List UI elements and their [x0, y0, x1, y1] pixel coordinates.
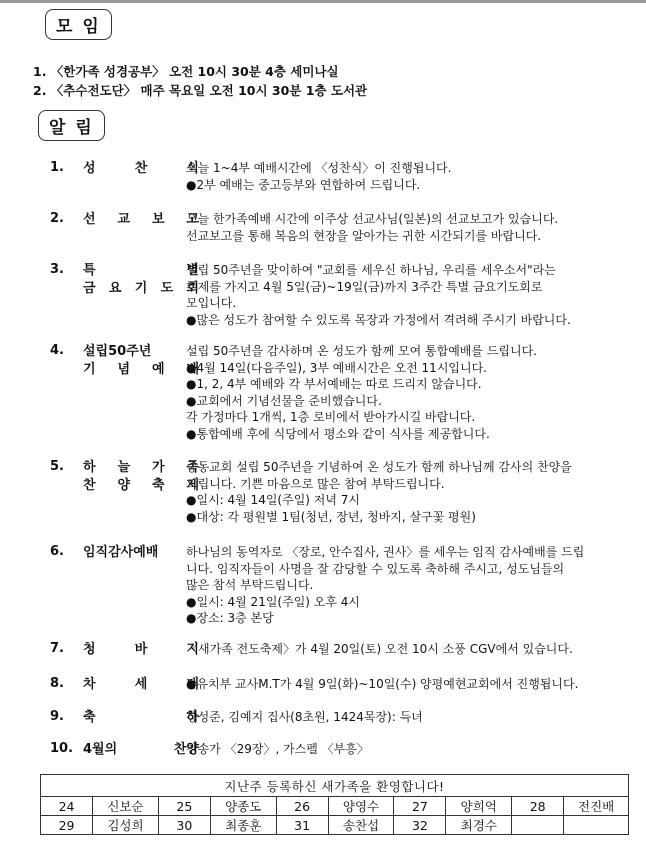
notice-number: 5.: [50, 459, 64, 474]
meeting-item: 2. 〈추수전도단〉 매주 목요일 오전 10시 30분 1층 도서관: [33, 83, 368, 98]
member-number: 27: [394, 797, 446, 816]
notice-number: 9.: [50, 709, 64, 724]
notice-label: [83, 709, 199, 727]
notice-line: 하나님의 동역자로 〈장로, 안수집사, 권사〉를 세우는 임직 감사예배를 드립: [186, 545, 585, 559]
notice-line: 각 가정마다 1개씩, 1층 로비에서 받아가시길 바랍니다.: [186, 410, 476, 424]
member-name: [564, 816, 629, 835]
meeting-item: 1. 〈한가족 성경공부〉 오전 10시 30분 4층 세미나실: [33, 64, 339, 79]
notices-heading: 알 림: [38, 110, 105, 141]
notice-label-line: 축 하: [83, 710, 199, 725]
notice-number: 8.: [50, 676, 64, 691]
notice-line: ●유치부 교사M.T가 4월 9일(화)~10일(수) 양평예현교회에서 진행됩니다.: [186, 677, 579, 691]
notice-label: [83, 676, 199, 694]
notice-line: ●2부 예배는 중고등부와 연합하여 드립니다.: [186, 177, 421, 192]
notice-line: ●4월 14일(다음주일), 3부 예배시간은 오전 11시입니다.: [186, 360, 488, 375]
notice-line: ●일시: 4월 14일(주일) 저녁 7시: [186, 493, 361, 507]
member-name: 전진배: [564, 797, 629, 816]
notice-body: [186, 160, 638, 193]
notice-line: 선교보고를 통해 복음의 현장을 알아가는 귀한 시간되기를 바랍니다.: [186, 228, 542, 243]
notice-number: 10.: [50, 741, 74, 756]
notice-body: [186, 676, 638, 693]
notice-line: ●교회에서 기념선물을 준비했습니다.: [186, 393, 382, 408]
notice-label-line: 기 념 예 배: [83, 362, 199, 377]
notice-line: 설립 50주년을 감사하며 온 성도가 함께 모여 통합예배를 드립니다.: [186, 344, 537, 358]
member-name: 양종도: [210, 797, 276, 816]
member-name: 최경수: [446, 816, 512, 835]
notice-line: 〈새가족 전도축제〉가 4월 20일(토) 오전 10시 소풍 CGV에서 있습니다.: [186, 642, 573, 656]
notice-label-line: 임직감사예배: [83, 545, 159, 560]
notice-number: 7.: [50, 641, 64, 656]
notice-body: [186, 641, 638, 658]
notice-label: [83, 544, 199, 562]
notice-label: [83, 160, 199, 178]
notice-line: 오늘 한가족예배 시간에 이주상 선교사님(일본)의 선교보고가 있습니다.: [186, 212, 559, 226]
notice-line: 많은 참석 부탁드립니다.: [186, 578, 314, 592]
notice-line: 중동교회 설립 50주년을 기념하여 온 성도가 함께 하나님께 감사의 찬양을: [186, 460, 572, 474]
table-row: [41, 797, 629, 816]
notice-line: 드립니다. 기쁜 마음으로 많은 참여 부탁드립니다.: [186, 476, 445, 491]
notice-line: 모입니다.: [186, 296, 237, 310]
top-rule: [0, 0, 646, 3]
notice-line: 니다. 임직자들이 사명을 잘 감당할 수 있도록 축하해 주시고, 성도님들의: [186, 561, 565, 576]
notice-body: [186, 343, 638, 442]
member-number: [512, 816, 564, 835]
member-number: 24: [41, 797, 93, 816]
notice-line: ●1, 2, 4부 예배와 각 부서예배는 따로 드리지 않습니다.: [186, 377, 482, 391]
notice-line: ●장소: 3층 본당: [186, 611, 274, 625]
notice-label: [83, 741, 199, 759]
notice-line: 오늘 1~4부 예배시간에 〈성찬식〉이 진행됩니다.: [186, 161, 452, 175]
notice-label-line: 금 요 기 도 회: [83, 281, 199, 296]
notice-line: ●통합예배 후에 식당에서 평소와 같이 식사를 제공합니다.: [186, 426, 490, 441]
member-name: 송찬섭: [328, 816, 394, 835]
notice-line: ●일시: 4월 21일(주일) 오후 4시: [186, 594, 361, 609]
notice-line: 주제를 가지고 4월 5일(금)~19일(금)까지 3주간 특별 금요기도회로: [186, 279, 543, 294]
member-number: 28: [512, 797, 564, 816]
notice-number: 2.: [50, 211, 64, 226]
notice-label-line: 선 교 보 고: [83, 212, 199, 227]
notice-body: [186, 709, 638, 726]
member-number: 30: [158, 816, 210, 835]
notice-label-line: 찬 양 축 제: [83, 478, 199, 493]
notice-line: ●많은 성도가 참여할 수 있도록 목장과 가정에서 격려해 주시기 바랍니다.: [186, 312, 571, 327]
meeting-heading: 모 임: [45, 9, 112, 40]
notice-label: [83, 459, 199, 495]
notice-body: [186, 741, 638, 758]
table-row: [41, 816, 629, 835]
new-family-table: [40, 774, 629, 835]
notice-line: 설립 50주년을 맞이하여 "교회를 세우신 하나님, 우리를 세우소서"라는: [186, 263, 556, 277]
member-number: 25: [158, 797, 210, 816]
notice-label-line: 청 바 지: [83, 642, 199, 657]
notice-label-line: 설립50주년: [83, 344, 152, 359]
member-number: 26: [276, 797, 328, 816]
member-name: 김성희: [93, 816, 159, 835]
member-number: 29: [41, 816, 93, 835]
notice-body: [186, 544, 638, 627]
notice-number: 6.: [50, 544, 64, 559]
notice-number: 4.: [50, 343, 64, 358]
member-name: 양영수: [328, 797, 394, 816]
notice-body: [186, 211, 638, 244]
notice-label-line: 차 세 대: [83, 677, 199, 692]
member-name: 양희억: [446, 797, 512, 816]
notice-line: ●대상: 각 평원별 1팀(청년, 장년, 청바지, 살구꽃 평원): [186, 509, 476, 524]
notice-label-line: 4월의 찬양: [83, 742, 199, 757]
notice-label-line: 성 찬 식: [83, 161, 199, 176]
new-family-title: 지난주 등록하신 새가족을 환영합니다!: [41, 775, 629, 797]
notice-label: [83, 641, 199, 659]
member-number: 31: [276, 816, 328, 835]
notice-line: 찬송가 〈29장〉, 가스펠 〈부흥〉: [186, 742, 369, 756]
member-number: 32: [394, 816, 446, 835]
notice-label: [83, 262, 199, 298]
notice-number: 1.: [50, 160, 64, 175]
notice-label: [83, 343, 199, 379]
member-name: 신보순: [93, 797, 159, 816]
notice-label-line: 특 별: [83, 263, 199, 278]
notice-number: 3.: [50, 262, 64, 277]
member-name: 최종훈: [210, 816, 276, 835]
notice-line: 장성준, 김예지 집사(8초원, 1424목장): 득녀: [186, 710, 423, 724]
notice-label: [83, 211, 199, 229]
notice-label-line: 하 늘 가 족: [83, 460, 199, 475]
notice-body: [186, 459, 638, 525]
notice-body: [186, 262, 638, 328]
